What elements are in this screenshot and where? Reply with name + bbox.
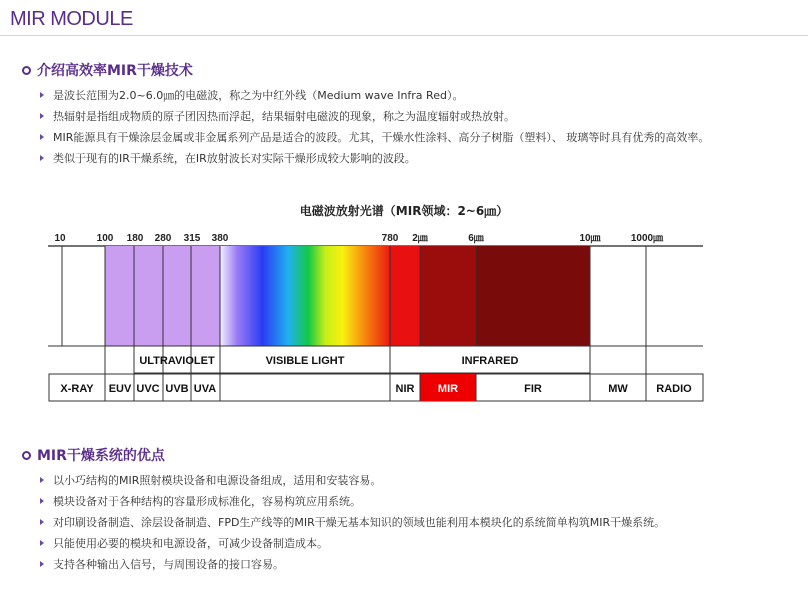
spectrum-title: 电磁波放射光谱（MIR领域：2~6㎛） (299, 204, 509, 218)
list-item-text: MIR能源具有干燥涂层金属或非金属系列产品是适合的波段。尤其，干燥水性涂料、高分子树脂（塑料）、 玻璃等时具有优秀的高效率。 (53, 131, 710, 144)
band-label-euv: EUV (108, 383, 132, 395)
intro-bullet-list (40, 87, 730, 171)
band-label-uvb: UVB (165, 383, 189, 395)
band-label-mw: MW (608, 383, 628, 395)
circle-bullet-icon (22, 451, 31, 460)
list-item (40, 150, 730, 167)
list-item-text: 只能使用必要的模块和电源设备，可减少设备制造成本。 (53, 537, 328, 550)
tick-label-2um: 2㎛ (412, 233, 428, 244)
tick-label-780: 780 (381, 233, 399, 244)
advantages-bullet-list (40, 472, 730, 577)
band-label-uva: UVA (193, 383, 217, 395)
list-item (40, 87, 730, 104)
circle-bullet-icon (22, 66, 31, 75)
tick-label-280: 280 (154, 233, 172, 244)
list-item (40, 493, 730, 510)
band-label-xray: X-RAY (60, 383, 94, 395)
band-label-fir: FIR (524, 383, 542, 395)
spectrum-diagram (0, 225, 808, 407)
section-heading-intro (22, 60, 193, 80)
list-item (40, 108, 730, 125)
list-item (40, 556, 730, 573)
section-heading-intro-text: 介绍高效率MIR干燥技术 (37, 63, 193, 79)
list-item (40, 535, 730, 552)
triangle-bullet-icon (40, 113, 44, 119)
list-item-text: 模块设备对于各种结构的容量形成标准化，容易构筑应用系统。 (53, 495, 361, 508)
list-item-text: 类似于现有的IR干燥系统，在IR放射波长对实际干燥形成较大影响的波段。 (53, 152, 416, 165)
triangle-bullet-icon (40, 92, 44, 98)
band-label-mir: MIR (437, 383, 459, 395)
band-label-uvc: UVC (136, 383, 160, 395)
band-label-radio: RADIO (656, 383, 692, 395)
visible-light-region (220, 246, 390, 346)
list-item-text: 支持各种输出入信号，与周围设备的接口容易。 (53, 558, 284, 571)
band-label-nir: NIR (395, 383, 415, 395)
group-label-infrared: INFRARED (461, 355, 519, 367)
tick-label-1000um: 1000㎛ (630, 233, 664, 244)
tick-label-10: 10 (54, 233, 66, 244)
fir-band-region (476, 246, 590, 346)
title-divider (0, 35, 808, 36)
list-item (40, 472, 730, 489)
list-item (40, 129, 730, 146)
tick-label-380: 380 (211, 233, 229, 244)
tick-label-180: 180 (126, 233, 144, 244)
triangle-bullet-icon (40, 155, 44, 161)
page-title: MIR MODULE (10, 8, 133, 30)
tick-label-315: 315 (183, 233, 201, 244)
nir-band-region (390, 246, 420, 346)
list-item-text: 是波长范围为2.0~6.0㎛的电磁波，称之为中红外线（Medium wave Infra Red）。 (53, 89, 464, 102)
tick-label-6um: 6㎛ (468, 233, 484, 244)
triangle-bullet-icon (40, 134, 44, 140)
triangle-bullet-icon (40, 498, 44, 504)
list-item-text: 对印刷设备制造、涂层设备制造、FPD生产线等的MIR干燥无基本知识的领域也能利用本模块化的系统简单构筑MIR干燥系统。 (53, 516, 666, 529)
section-heading-advantages (22, 445, 165, 465)
section-heading-advantages-text: MIR干燥系统的优点 (37, 448, 165, 464)
list-item-text: 热辐射是指组成物质的原子团因热而浮起，结果辐射电磁波的现象，称之为温度辐射或热放射。 (53, 110, 515, 123)
list-item-text: 以小巧结构的MIR照射模块设备和电源设备组成，适用和安装容易。 (53, 474, 382, 487)
triangle-bullet-icon (40, 561, 44, 567)
group-label-visible-light: VISIBLE LIGHT (265, 355, 345, 367)
triangle-bullet-icon (40, 477, 44, 483)
list-item (40, 514, 730, 531)
mir-band-region (420, 246, 476, 346)
tick-label-100: 100 (96, 233, 114, 244)
triangle-bullet-icon (40, 519, 44, 525)
triangle-bullet-icon (40, 540, 44, 546)
tick-label-10um: 10㎛ (579, 233, 601, 244)
group-label-ultraviolet: ULTRAVIOLET (139, 355, 215, 367)
